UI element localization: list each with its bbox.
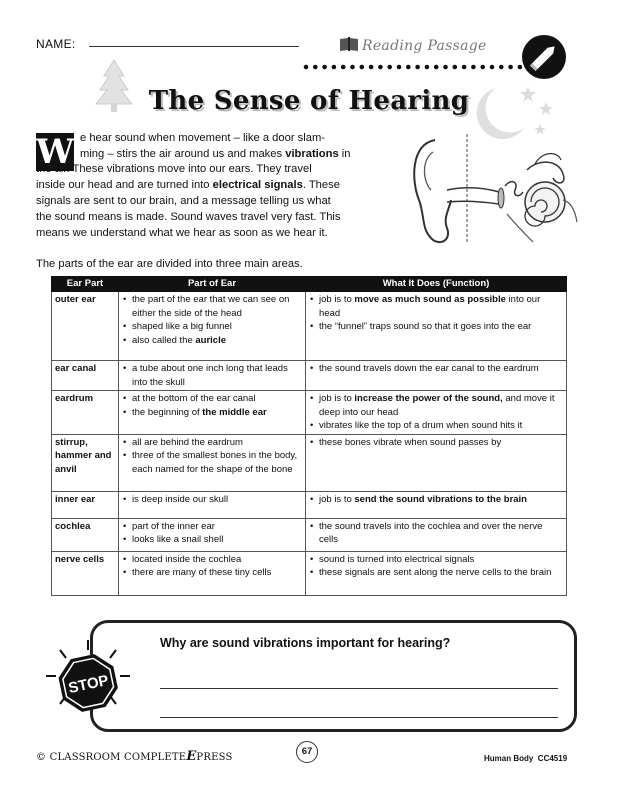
table-header-row xyxy=(52,277,567,292)
bullet-list xyxy=(309,436,563,450)
function-cell xyxy=(306,518,567,551)
table-row xyxy=(52,434,567,491)
bullet-list xyxy=(122,553,302,580)
part-of-ear-cell xyxy=(119,551,306,595)
bullet-list xyxy=(122,520,302,547)
ear-part-name: eardrum xyxy=(52,391,119,435)
function-cell xyxy=(306,491,567,518)
bullet-item: • shaped like a big funnel xyxy=(122,320,302,334)
part-of-ear-cell xyxy=(119,361,306,391)
table-row xyxy=(52,292,567,361)
book-info xyxy=(484,754,567,763)
function-cell xyxy=(306,361,567,391)
part-of-ear-cell xyxy=(119,391,306,435)
publisher-e: E xyxy=(186,749,197,764)
intro-line: the sound means is made. Sound waves travel very fast. This xyxy=(36,211,341,223)
dotted-divider xyxy=(302,63,527,71)
copyright-symbol: © xyxy=(36,752,47,763)
table-row xyxy=(52,491,567,518)
part-of-ear-cell xyxy=(119,491,306,518)
bullet-list xyxy=(309,392,563,433)
column-header-part-of-ear: Part of Ear xyxy=(119,277,306,292)
publisher-name: CLASSROOM COMPLETE xyxy=(49,752,187,763)
ear-part-name: ear canal xyxy=(52,361,119,391)
ear-part-name: nerve cells xyxy=(52,551,119,595)
bullet-item: • also called the auricle xyxy=(122,334,302,348)
part-of-ear-cell xyxy=(119,292,306,361)
bullet-list xyxy=(309,553,563,580)
pencil-icon xyxy=(521,34,567,80)
bullet-item: • located inside the cochlea xyxy=(122,553,302,567)
ear-part-name: inner ear xyxy=(52,491,119,518)
bullet-item: • vibrates like the top of a drum when sound hits it xyxy=(309,419,563,433)
ear-part-name: stirrup, hammer and anvil xyxy=(52,434,119,491)
bullet-item: • all are behind the eardrum xyxy=(122,436,302,450)
intro-line: the air. These vibrations move into our ears. They travel xyxy=(36,163,312,175)
publisher-press: PRESS xyxy=(196,752,233,763)
bullet-item: • part of the inner ear xyxy=(122,520,302,534)
publisher-logo xyxy=(36,749,233,764)
drop-cap: W xyxy=(36,132,75,172)
question-text: Why are sound vibrations important for hearing? xyxy=(160,636,451,650)
table-row xyxy=(52,361,567,391)
bullet-item: • the part of the ear that we can see on either the side of the head xyxy=(122,293,302,320)
bullet-item: • the beginning of the middle ear xyxy=(122,406,302,420)
intro-line: e hear sound when movement – like a door slam- xyxy=(80,132,326,144)
bullet-item: • is deep inside our skull xyxy=(122,493,302,507)
bullet-item: • these signals are sent along the nerve cells to the brain xyxy=(309,566,563,580)
intro-line: signals are sent to our brain, and a message telling us what xyxy=(36,195,331,207)
part-of-ear-cell xyxy=(119,518,306,551)
bullet-item: • three of the smallest bones in the body, each named for the shape of the bone xyxy=(122,449,302,476)
bullet-list xyxy=(309,520,563,547)
function-cell xyxy=(306,434,567,491)
bullet-list xyxy=(122,436,302,477)
bullet-item: • job is to send the sound vibrations to the brain xyxy=(309,493,563,507)
book-code: CC4519 xyxy=(537,754,568,763)
bullet-list xyxy=(122,293,302,347)
intro-line: ming – stirs the air around us and makes vibrations in xyxy=(80,148,351,160)
bullet-item: • the sound travels down the ear canal to the eardrum xyxy=(309,362,563,376)
ear-parts-table xyxy=(51,276,567,596)
bullet-item: • job is to increase the power of the sound, and move it deep into our head xyxy=(309,392,563,419)
page-number: 67 xyxy=(296,741,318,763)
bullet-list xyxy=(122,392,302,419)
answer-line[interactable] xyxy=(160,717,558,718)
bullet-item: • job is to move as much sound as possible into our head xyxy=(309,293,563,320)
ear-diagram xyxy=(407,130,579,248)
intro-line: means we understand what we hear as soon as we hear it. xyxy=(36,227,328,239)
answer-line[interactable] xyxy=(160,688,558,689)
parts-sentence: The parts of the ear are divided into three main areas. xyxy=(36,258,303,270)
name-label: NAME: xyxy=(36,37,76,51)
ear-part-name: cochlea xyxy=(52,518,119,551)
bullet-item: • sound is turned into electrical signals xyxy=(309,553,563,567)
page-title: The Sense of Hearing xyxy=(148,86,470,116)
bullet-item: • these bones vibrate when sound passes by xyxy=(309,436,563,450)
intro-line: inside our head and are turned into electrical signals. These xyxy=(36,179,340,191)
column-header-ear-part: Ear Part xyxy=(52,277,119,292)
bullet-item: • at the bottom of the ear canal xyxy=(122,392,302,406)
bullet-item: • the sound travels into the cochlea and over the nerve cells xyxy=(309,520,563,547)
function-cell xyxy=(306,292,567,361)
bullet-item: • looks like a snail shell xyxy=(122,533,302,547)
stop-label: STOP xyxy=(66,671,111,697)
bullet-item: • there are many of these tiny cells xyxy=(122,566,302,580)
stop-sign-icon xyxy=(36,636,140,720)
name-line[interactable] xyxy=(89,46,299,47)
bullet-item: • a tube about one inch long that leads into the skull xyxy=(122,362,302,389)
book-title: Human Body xyxy=(484,754,534,763)
table-row xyxy=(52,518,567,551)
part-of-ear-cell xyxy=(119,434,306,491)
table-row xyxy=(52,391,567,435)
bullet-list xyxy=(309,493,563,507)
ear-part-name: outer ear xyxy=(52,292,119,361)
function-cell xyxy=(306,551,567,595)
section-label: Reading Passage xyxy=(362,38,487,54)
book-icon xyxy=(339,36,359,52)
bullet-list xyxy=(309,293,563,334)
bullet-list xyxy=(122,362,302,389)
column-header-function: What It Does (Function) xyxy=(306,277,567,292)
bullet-item: • the “funnel” traps sound so that it goes into the ear xyxy=(309,320,563,334)
function-cell xyxy=(306,391,567,435)
bullet-list xyxy=(122,493,302,507)
bullet-list xyxy=(309,362,563,376)
table-row xyxy=(52,551,567,595)
